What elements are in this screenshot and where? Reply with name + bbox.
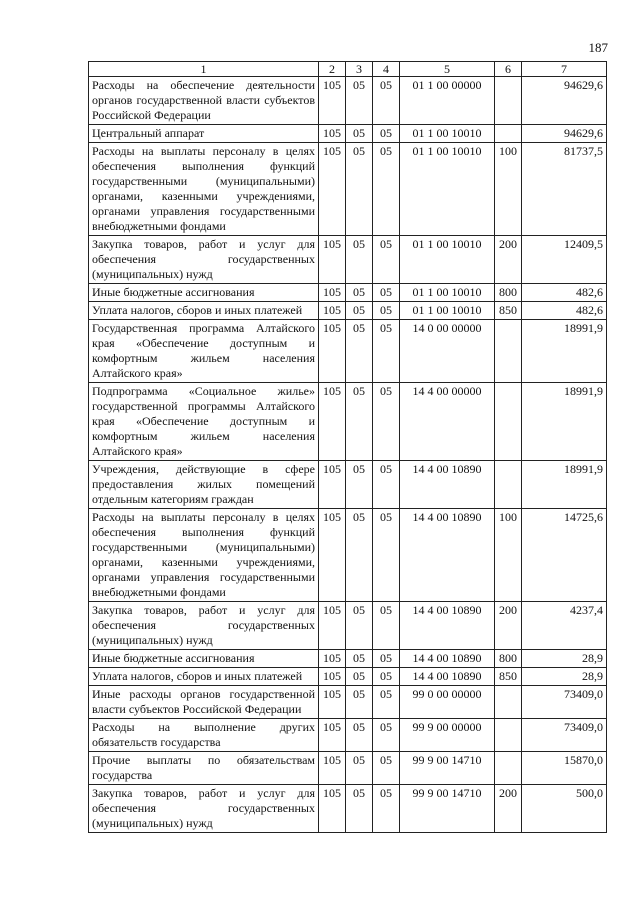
row-col2: 105 [319,785,346,833]
row-target-code: 99 9 00 00000 [400,719,495,752]
table-row [89,461,607,509]
row-expense-type: 100 [495,509,522,602]
row-col4: 05 [373,650,400,668]
row-name: Закупка товаров, работ и услуг для обеспечения государственных (муниципальных) нужд [89,236,319,284]
row-target-code: 01 1 00 10010 [400,125,495,143]
table-row [89,752,607,785]
table-row [89,650,607,668]
row-amount: 15870,0 [522,752,607,785]
row-target-code: 99 9 00 14710 [400,752,495,785]
row-expense-type [495,719,522,752]
row-name: Расходы на обеспечение деятельности органов государственной власти субъектов Российской Федерации [89,77,319,125]
row-name: Расходы на выплаты персоналу в целях обеспечения выполнения функций государственными (муниципальными) органами, казенными учреждениями, органами управления государственными внебюджетными фондами [89,509,319,602]
row-amount: 94629,6 [522,125,607,143]
row-name: Расходы на выполнение других обязательств государства [89,719,319,752]
row-col2: 105 [319,320,346,383]
row-expense-type [495,320,522,383]
row-amount: 18991,9 [522,461,607,509]
row-col2: 105 [319,461,346,509]
row-col4: 05 [373,602,400,650]
row-col2: 105 [319,383,346,461]
row-col3: 05 [346,719,373,752]
row-col2: 105 [319,719,346,752]
row-amount: 482,6 [522,302,607,320]
row-col4: 05 [373,461,400,509]
row-col4: 05 [373,719,400,752]
row-target-code: 14 4 00 00000 [400,383,495,461]
row-name: Уплата налогов, сборов и иных платежей [89,302,319,320]
row-col3: 05 [346,236,373,284]
row-col2: 105 [319,752,346,785]
table-row [89,668,607,686]
row-name: Подпрограмма «Социальное жилье» государственной программы Алтайского края «Обеспечение доступным и комфортным жильем населения Алтайского края» [89,383,319,461]
row-col3: 05 [346,302,373,320]
table-row [89,125,607,143]
row-target-code: 14 4 00 10890 [400,461,495,509]
budget-table [88,61,607,833]
row-expense-type [495,752,522,785]
table-row [89,284,607,302]
row-target-code: 14 4 00 10890 [400,509,495,602]
row-name: Прочие выплаты по обязательствам государства [89,752,319,785]
row-col3: 05 [346,143,373,236]
row-col3: 05 [346,785,373,833]
row-expense-type: 850 [495,302,522,320]
row-expense-type: 800 [495,284,522,302]
row-amount: 28,9 [522,650,607,668]
column-header: 6 [495,62,522,77]
row-expense-type [495,383,522,461]
table-row [89,686,607,719]
row-col3: 05 [346,383,373,461]
column-header: 3 [346,62,373,77]
row-col4: 05 [373,320,400,383]
row-col4: 05 [373,383,400,461]
row-name: Уплата налогов, сборов и иных платежей [89,668,319,686]
row-amount: 28,9 [522,668,607,686]
row-col3: 05 [346,509,373,602]
row-target-code: 14 0 00 00000 [400,320,495,383]
row-col3: 05 [346,284,373,302]
row-target-code: 14 4 00 10890 [400,602,495,650]
row-amount: 73409,0 [522,719,607,752]
row-col4: 05 [373,236,400,284]
table-row [89,602,607,650]
row-amount: 18991,9 [522,320,607,383]
row-col4: 05 [373,668,400,686]
row-col3: 05 [346,461,373,509]
row-amount: 500,0 [522,785,607,833]
row-col2: 105 [319,125,346,143]
row-col2: 105 [319,236,346,284]
row-expense-type [495,686,522,719]
column-header: 4 [373,62,400,77]
row-name: Центральный аппарат [89,125,319,143]
row-col4: 05 [373,509,400,602]
row-col2: 105 [319,602,346,650]
row-col2: 105 [319,668,346,686]
row-col4: 05 [373,686,400,719]
row-name: Учреждения, действующие в сфере предоставления жилых помещений отдельным категориям граждан [89,461,319,509]
table-row [89,383,607,461]
row-name: Закупка товаров, работ и услуг для обеспечения государственных (муниципальных) нужд [89,785,319,833]
header-row [89,62,607,77]
row-col3: 05 [346,752,373,785]
row-name: Иные расходы органов государственной власти субъектов Российской Федерации [89,686,319,719]
row-expense-type: 200 [495,785,522,833]
row-target-code: 01 1 00 10010 [400,284,495,302]
row-col4: 05 [373,785,400,833]
row-col3: 05 [346,125,373,143]
table-row [89,302,607,320]
table-row [89,320,607,383]
row-col2: 105 [319,284,346,302]
row-expense-type: 200 [495,602,522,650]
table-row [89,785,607,833]
row-col4: 05 [373,125,400,143]
column-header: 5 [400,62,495,77]
row-col3: 05 [346,602,373,650]
row-amount: 81737,5 [522,143,607,236]
row-col4: 05 [373,752,400,785]
table-row [89,719,607,752]
table-row [89,236,607,284]
row-expense-type: 850 [495,668,522,686]
row-expense-type: 800 [495,650,522,668]
column-header: 7 [522,62,607,77]
row-col2: 105 [319,77,346,125]
row-amount: 482,6 [522,284,607,302]
row-target-code: 14 4 00 10890 [400,668,495,686]
row-target-code: 99 9 00 14710 [400,785,495,833]
row-col2: 105 [319,686,346,719]
table-row [89,77,607,125]
row-expense-type: 200 [495,236,522,284]
row-target-code: 99 0 00 00000 [400,686,495,719]
row-expense-type [495,461,522,509]
row-col2: 105 [319,650,346,668]
row-name: Государственная программа Алтайского края «Обеспечение доступным и комфортным жильем населения Алтайского края» [89,320,319,383]
row-col4: 05 [373,284,400,302]
row-col4: 05 [373,143,400,236]
row-col4: 05 [373,302,400,320]
row-col3: 05 [346,686,373,719]
row-target-code: 01 1 00 00000 [400,77,495,125]
row-col3: 05 [346,650,373,668]
row-col3: 05 [346,668,373,686]
row-amount: 73409,0 [522,686,607,719]
row-target-code: 01 1 00 10010 [400,143,495,236]
row-amount: 94629,6 [522,77,607,125]
row-name: Иные бюджетные ассигнования [89,650,319,668]
row-target-code: 14 4 00 10890 [400,650,495,668]
row-expense-type [495,77,522,125]
row-name: Расходы на выплаты персоналу в целях обеспечения выполнения функций государственными (муниципальными) органами, казенными учреждениями, органами управления государственными внебюджетными фондами [89,143,319,236]
row-target-code: 01 1 00 10010 [400,236,495,284]
row-expense-type: 100 [495,143,522,236]
row-amount: 4237,4 [522,602,607,650]
row-amount: 18991,9 [522,383,607,461]
table-body [89,77,607,833]
column-header: 2 [319,62,346,77]
row-col4: 05 [373,77,400,125]
row-name: Закупка товаров, работ и услуг для обеспечения государственных (муниципальных) нужд [89,602,319,650]
row-target-code: 01 1 00 10010 [400,302,495,320]
table-row [89,509,607,602]
row-amount: 14725,6 [522,509,607,602]
row-col3: 05 [346,77,373,125]
row-col3: 05 [346,320,373,383]
row-name: Иные бюджетные ассигнования [89,284,319,302]
row-col2: 105 [319,143,346,236]
row-col2: 105 [319,302,346,320]
row-expense-type [495,125,522,143]
row-col2: 105 [319,509,346,602]
column-header: 1 [89,62,319,77]
row-amount: 12409,5 [522,236,607,284]
page-number: 187 [588,40,608,55]
table-row [89,143,607,236]
